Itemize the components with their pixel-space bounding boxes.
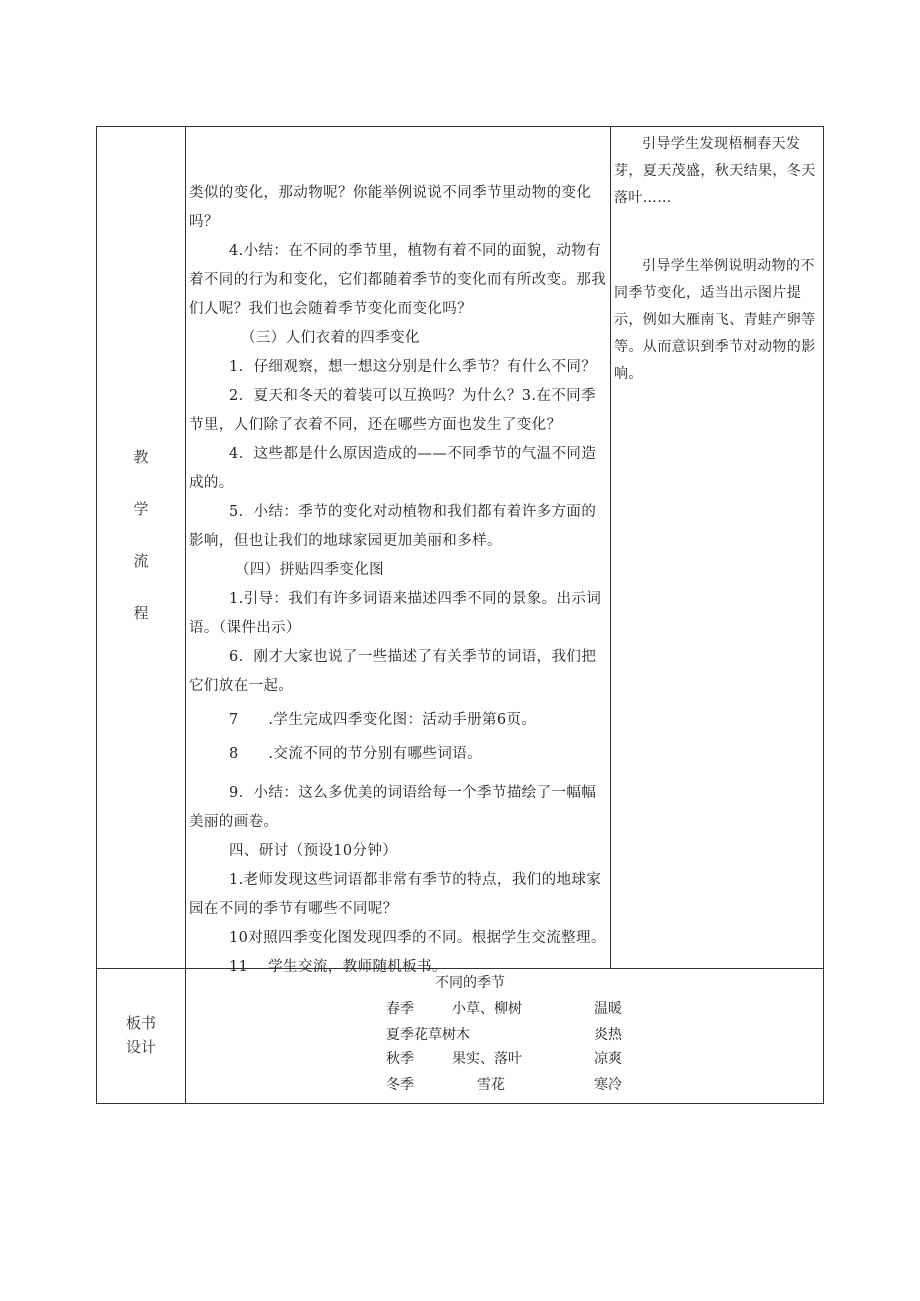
board-design-label bbox=[97, 1011, 185, 1059]
content-line: 8 .交流不同的节分别有哪些词语。 bbox=[229, 746, 483, 762]
lesson-table bbox=[96, 126, 824, 1104]
teaching-process-label bbox=[97, 445, 185, 653]
note-paragraph: 引导学生发现梧桐春天发芽，夏天茂盛，秋天结果，冬天落叶…… bbox=[614, 136, 816, 206]
board-label-line1: 板书 bbox=[125, 1014, 156, 1032]
section-heading: （三）人们衣着的四季变化 bbox=[241, 330, 420, 346]
process-label-char: 学 bbox=[133, 500, 149, 518]
content-line: 7 .学生完成四季变化图：活动手册第6页。 bbox=[229, 712, 537, 728]
content-line: 11 学生交流，教师随机板书。 bbox=[229, 959, 447, 975]
notes-column-divider bbox=[610, 127, 611, 968]
process-label-char: 教 bbox=[133, 448, 149, 466]
process-label-char: 流 bbox=[133, 552, 149, 570]
content-line: 4.小结：在不同的季节里，植物有着不同的面貌，动物有着不同的行为和变化，它们都随着季节的变化而有所改变。那我们人呢？我们也会随着季节变化而变化吗？ bbox=[189, 243, 607, 317]
content-line: 1．仔细观察，想一想这分别是什么季节？有什么不同？ bbox=[229, 359, 597, 375]
section-heading: （四）拼贴四季变化图 bbox=[235, 562, 384, 578]
content-line: 4．这些都是什么原因造成的——不同季节的气温不同造成的。 bbox=[189, 446, 597, 491]
board-season: 冬季 bbox=[386, 1077, 414, 1093]
content-line: 1.引导：我们有许多词语来描述四季不同的景象。出示词语。（课件出示） bbox=[189, 591, 602, 636]
left-column-divider bbox=[185, 127, 186, 1103]
board-season: 夏季花草树木 bbox=[386, 1027, 470, 1043]
content-line: 2．夏天和冬天的着装可以互换吗？为什么？3.在不同季节里，人们除了衣着不同，还在哪些方面也发生了变化？ bbox=[189, 388, 596, 433]
content-line: 1.老师发现这些词语都非常有季节的特点，我们的地球家园在不同的季节有哪些不同呢？ bbox=[189, 872, 602, 917]
board-season: 春季 bbox=[386, 1001, 414, 1017]
board-feel: 寒冷 bbox=[594, 1077, 622, 1093]
board-feel: 炎热 bbox=[594, 1027, 622, 1043]
content-line: 类似的变化，那动物呢？你能举例说说不同季节里动物的变化吗？ bbox=[189, 185, 592, 230]
teaching-notes bbox=[614, 131, 820, 388]
board-season: 秋季 bbox=[386, 1051, 414, 1067]
content-line: 6．刚才大家也说了一些描述了有关季节的词语，我们把它们放在一起。 bbox=[189, 649, 597, 694]
board-feel: 温暖 bbox=[594, 1001, 622, 1017]
teaching-content bbox=[189, 179, 607, 982]
board-words: 雪花 bbox=[477, 1077, 505, 1093]
content-line: 9．小结：这么多优美的词语给每一个季节描绘了一幅幅美丽的画卷。 bbox=[189, 785, 597, 830]
board-label-line2: 设计 bbox=[125, 1038, 156, 1056]
board-title: 不同的季节 bbox=[435, 975, 505, 991]
process-label-char: 程 bbox=[133, 604, 149, 622]
note-paragraph: 引导学生举例说明动物的不同季节变化，适当出示图片提示，例如大雁南飞、青蛙产卵等等。从而意识到季节对动物的影响。 bbox=[614, 258, 816, 382]
content-line: 10对照四季变化图发现四季的不同。根据学生交流整理。 bbox=[229, 930, 606, 946]
board-words: 小草、柳树 bbox=[452, 1001, 522, 1017]
section-heading: 四、研讨（预设10分钟） bbox=[229, 843, 398, 859]
content-line: 5．小结：季节的变化对动植物和我们都有着许多方面的影响，但也让我们的地球家园更加美丽和多样。 bbox=[189, 504, 597, 549]
board-words: 果实、落叶 bbox=[452, 1051, 522, 1067]
board-feel: 凉爽 bbox=[594, 1051, 622, 1067]
